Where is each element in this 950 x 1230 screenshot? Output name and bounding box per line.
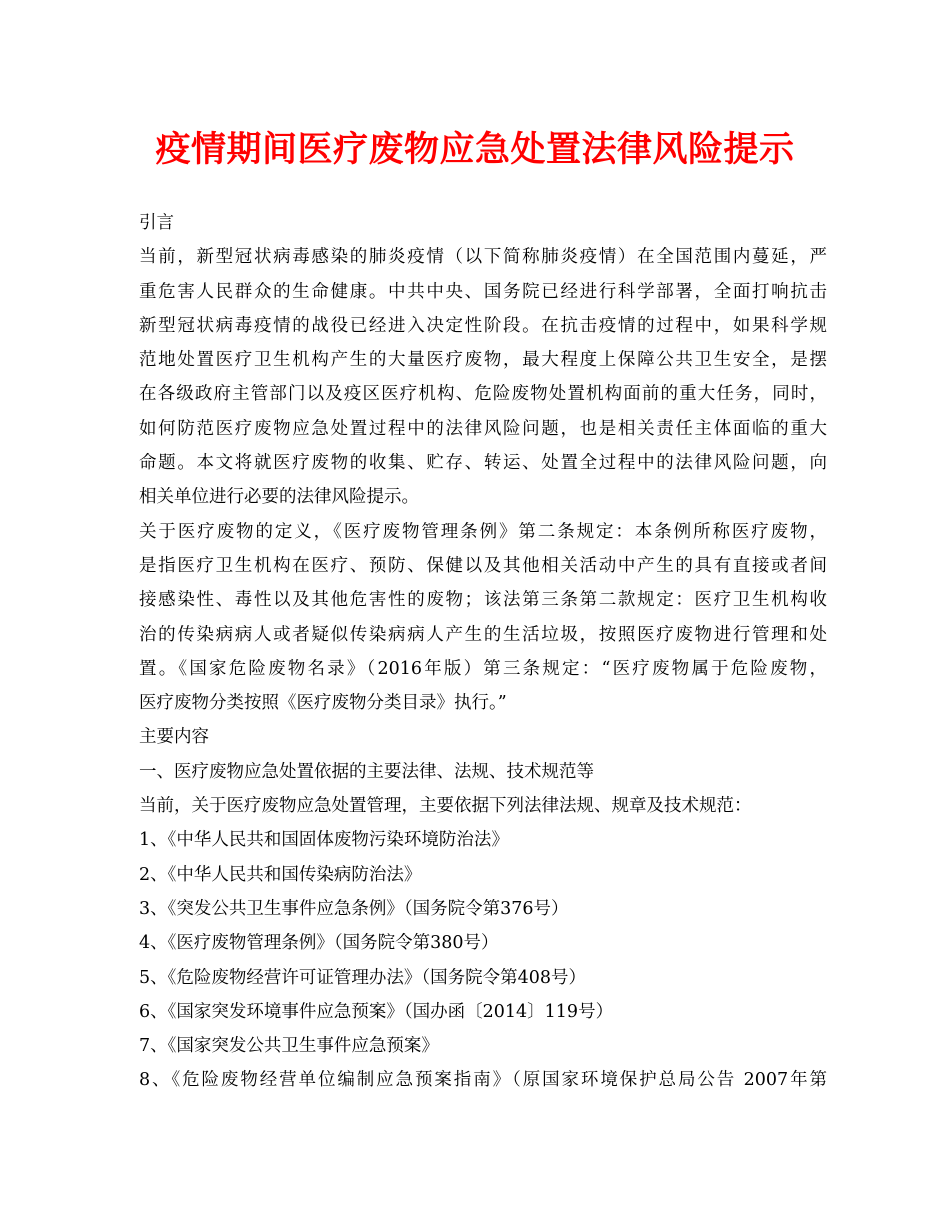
document-body: [139, 206, 827, 1098]
paragraph-line: 相关单位进行必要的法律风险提示。: [139, 487, 419, 508]
list-item: 5、《危险废物经营许可证管理办法》（国务院令第408号）: [139, 967, 587, 988]
list-item: 2、《中华人民共和国传染病防治法》: [139, 864, 422, 885]
paragraph-line: 新型冠状病毒疫情的战役已经进入决定性阶段。在抗击疫情的过程中，如果科学规: [139, 315, 827, 336]
paragraph-line: 是指医疗卫生机构在医疗、预防、保健以及其他相关活动中产生的具有直接或者间: [139, 555, 827, 576]
list-item: 3、《突发公共卫生事件应急条例》（国务院令第376号）: [139, 898, 569, 919]
paragraph-line: 在各级政府主管部门以及疫区医疗机构、危险废物处置机构面前的重大任务，同时，: [139, 384, 827, 405]
list-item: 7、《国家突发公共卫生事件应急预案》: [139, 1036, 439, 1057]
list-item: 1、《中华人民共和国固体废物污染环境防治法》: [139, 830, 509, 851]
paragraph-line: 置。《国家危险废物名录》（2016年版）第三条规定：“医疗废物属于危险废物，: [139, 658, 827, 679]
paragraph-line: 命题。本文将就医疗废物的收集、贮存、转运、处置全过程中的法律风险问题，向: [139, 453, 827, 474]
section-heading-main: 主要内容: [139, 727, 209, 748]
document-title: 疫情期间医疗废物应急处置法律风险提示: [155, 129, 795, 170]
paragraph-line: 关于医疗废物的定义，《医疗废物管理条例》第二条规定：本条例所称医疗废物，: [139, 521, 827, 542]
paragraph-line: 如何防范医疗废物应急处置过程中的法律风险问题，也是相关责任主体面临的重大: [139, 418, 827, 439]
paragraph-line: 医疗废物分类按照《医疗废物分类目录》执行。”: [139, 693, 507, 714]
paragraph-line: 接感染性、毒性以及其他危害性的废物；该法第三条第二款规定：医疗卫生机构收: [139, 590, 827, 611]
list-item: 4、《医疗废物管理条例》（国务院令第380号）: [139, 933, 499, 954]
section-heading-intro: 引言: [139, 213, 174, 233]
paragraph-line: 治的传染病病人或者疑似传染病病人产生的生活垃圾，按照医疗废物进行管理和处: [139, 624, 827, 645]
subsection-heading: 一、医疗废物应急处置依据的主要法律、法规、技术规范等: [139, 761, 594, 782]
list-item: 6、《国家突发环境事件应急预案》（国办函〔2014〕119号）: [139, 1001, 614, 1022]
paragraph-line: 范地处置医疗卫生机构产生的大量医疗废物，最大程度上保障公共卫生安全，是摆: [139, 350, 827, 371]
paragraph-line: 当前，新型冠状病毒感染的肺炎疫情（以下简称肺炎疫情）在全国范围内蔓延，严: [139, 247, 827, 268]
list-item: 8、《危险废物经营单位编制应急预案指南》（原国家环境保护总局公告 2007年第: [139, 1070, 827, 1091]
paragraph-line: 重危害人民群众的生命健康。中共中央、国务院已经进行科学部署，全面打响抗击: [139, 281, 827, 302]
paragraph-line: 当前，关于医疗废物应急处置管理，主要依据下列法律法规、规章及技术规范：: [139, 796, 752, 817]
